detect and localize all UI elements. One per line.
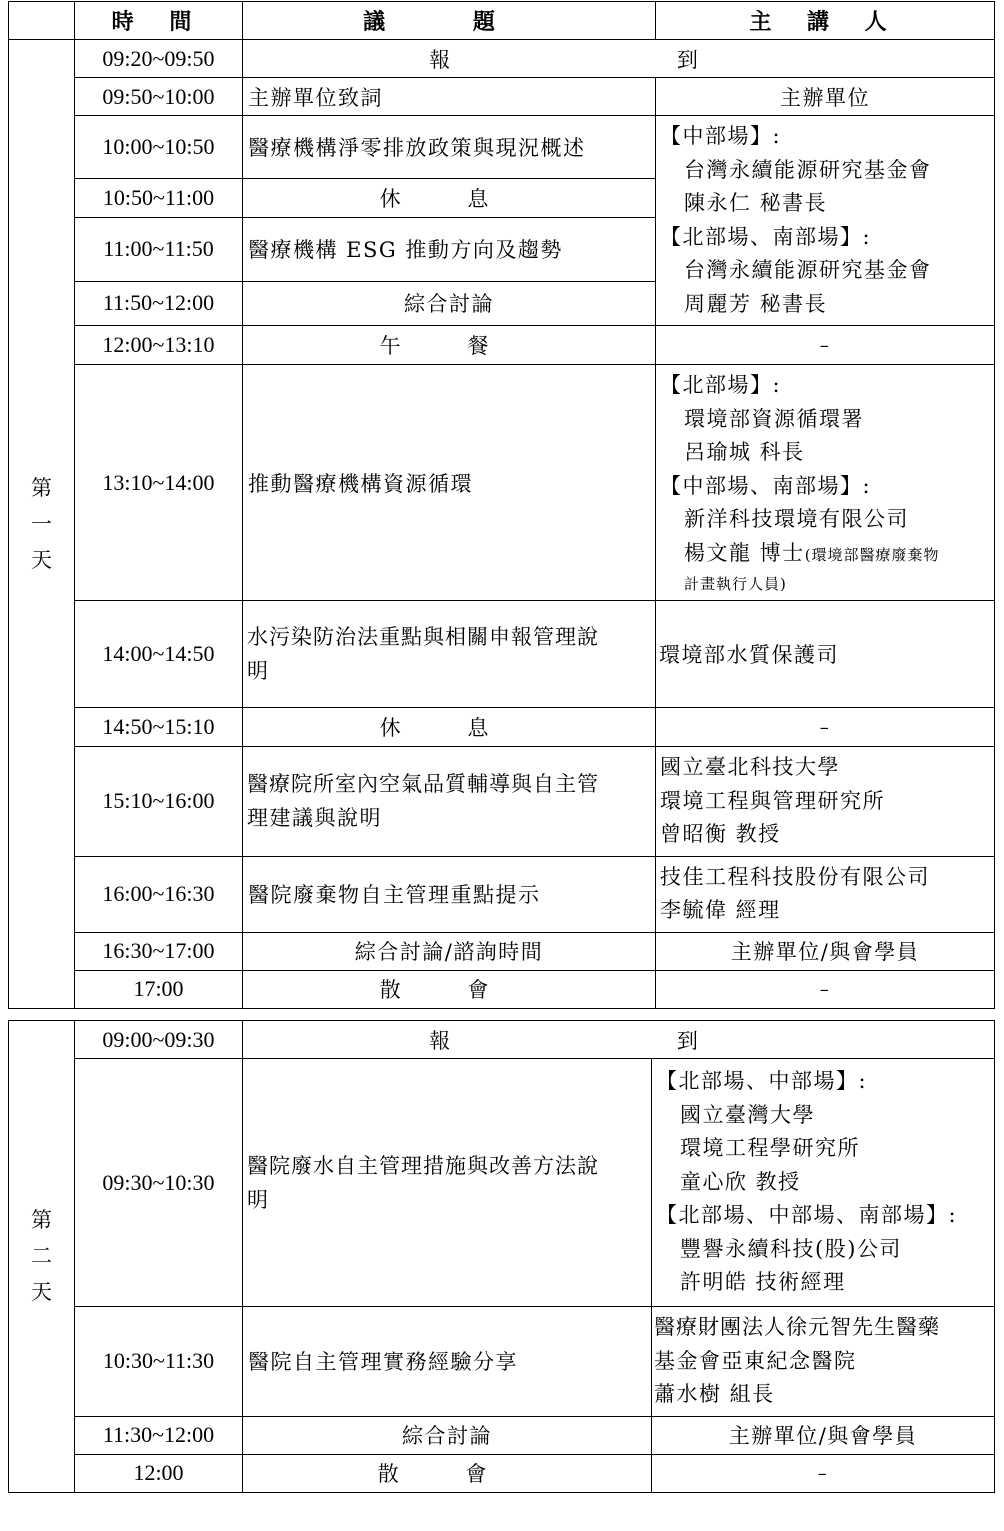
day2-label	[9, 1021, 75, 1493]
speaker-cell	[656, 116, 995, 326]
time-cell: 16:00~16:30	[75, 856, 243, 932]
speaker-cell: 主辦單位/與會學員	[656, 932, 995, 970]
speaker-line: 台灣永續能源研究基金會	[684, 157, 932, 182]
speaker-line: 【北部場】:	[660, 373, 782, 397]
speaker-note: 計畫執行人員)	[684, 575, 787, 593]
speaker-cell	[656, 747, 995, 857]
header-speaker: 主 講 人	[656, 2, 995, 40]
topic-cell	[243, 601, 656, 708]
table-row	[9, 708, 995, 747]
header-time: 時 間	[75, 2, 243, 40]
speaker-line: 醫療財團法人徐元智先生醫藥	[654, 1315, 940, 1339]
speaker-line: 陳永仁 秘書長	[684, 191, 828, 215]
topic-line: 理建議與說明	[247, 806, 382, 831]
time-cell: 10:00~10:50	[75, 116, 243, 179]
time-cell: 09:50~10:00	[75, 78, 243, 116]
speaker-line: 【北部場、中部場、南部場】:	[656, 1203, 958, 1228]
speaker-cell	[656, 365, 995, 601]
day2-label-char: 第	[31, 1208, 52, 1233]
time-cell: 11:30~12:00	[75, 1416, 243, 1454]
speaker-line: 周麗芳 秘書長	[684, 291, 828, 316]
day1-agenda-table	[8, 1, 995, 1009]
day1-label	[9, 40, 75, 1009]
speaker-cell: –	[656, 970, 995, 1008]
table-row	[9, 365, 995, 601]
time-cell: 12:00	[75, 1454, 243, 1492]
day1-label-char: 第	[31, 475, 52, 500]
time-cell: 13:10~14:00	[75, 365, 243, 601]
topic-cell: 散 會	[243, 1454, 652, 1492]
table-row	[9, 1454, 995, 1492]
speaker-cell: 主辦單位/與會學員	[652, 1416, 995, 1454]
topic-line: 醫療院所室內空氣品質輔導與自主管	[247, 772, 599, 797]
topic-cell: 醫院自主管理實務經驗分享	[243, 1307, 652, 1417]
speaker-line: 【北部場、南部場】:	[660, 224, 872, 249]
speaker-cell	[652, 1059, 995, 1307]
speaker-line: 李毓偉 經理	[660, 898, 781, 922]
time-cell: 10:50~11:00	[75, 178, 243, 217]
speaker-line: 國立臺北科技大學	[660, 755, 840, 779]
table-row	[9, 932, 995, 970]
table-row	[9, 1416, 995, 1454]
topic-cell: 休 息	[243, 178, 656, 217]
speaker-line: 童心欣 教授	[680, 1169, 801, 1194]
time-cell: 15:10~16:00	[75, 747, 243, 857]
topic-cell: 綜合討論	[243, 1416, 652, 1454]
topic-cell: 綜合討論	[243, 281, 656, 325]
day2-agenda-table	[8, 1020, 995, 1493]
speaker-line: 台灣永續能源研究基金會	[684, 258, 932, 282]
table-row	[9, 601, 995, 708]
checkin-cell: 報 到	[243, 40, 995, 78]
topic-line: 明	[247, 659, 270, 683]
day2-label-char: 天	[31, 1280, 52, 1305]
table-row	[9, 326, 995, 365]
speaker-cell: 主辦單位	[656, 78, 995, 116]
checkin-cell: 報 到	[243, 1021, 995, 1059]
speaker-line: 環境工程學研究所	[680, 1136, 860, 1161]
topic-cell: 休 息	[243, 708, 656, 747]
topic-cell: 綜合討論/諮詢時間	[243, 932, 656, 970]
speaker-line: 基金會亞東紀念醫院	[654, 1348, 857, 1373]
speaker-cell: –	[652, 1454, 995, 1492]
topic-cell: 主辦單位致詞	[243, 78, 656, 116]
header-blank-cell	[9, 2, 75, 40]
topic-cell: 醫療機構淨零排放政策與現況概述	[243, 116, 656, 179]
speaker-line: 國立臺灣大學	[680, 1102, 815, 1127]
topic-cell: 醫院廢棄物自主管理重點提示	[243, 856, 656, 932]
time-cell: 10:30~11:30	[75, 1307, 243, 1417]
time-cell: 16:30~17:00	[75, 932, 243, 970]
table-row	[9, 78, 995, 116]
topic-cell: 午 餐	[243, 326, 656, 365]
time-cell: 09:00~09:30	[75, 1021, 243, 1059]
time-cell: 11:00~11:50	[75, 217, 243, 281]
speaker-line: 蕭水樹 組長	[654, 1382, 775, 1406]
speaker-cell	[652, 1307, 995, 1417]
table-row	[9, 1021, 995, 1059]
speaker-line: 【中部場、南部場】:	[660, 473, 872, 498]
topic-line: 醫院廢水自主管理措施與改善方法說	[247, 1153, 599, 1178]
table-row	[9, 116, 995, 179]
speaker-note: (環境部醫療廢棄物	[804, 545, 940, 564]
speaker-line: 豐譽永續科技(股)公司	[680, 1236, 902, 1261]
time-cell: 17:00	[75, 970, 243, 1008]
speaker-cell	[656, 856, 995, 932]
table-row	[9, 747, 995, 857]
speaker-line: 許明皓 技術經理	[680, 1270, 846, 1295]
time-cell: 14:50~15:10	[75, 708, 243, 747]
day2-label-char: 二	[31, 1244, 52, 1269]
speaker-line: 【中部場】:	[660, 124, 782, 148]
speaker-line: 【北部場、中部場】:	[656, 1069, 868, 1094]
speaker-line: 曾昭衡 教授	[660, 822, 781, 846]
topic-cell: 推動醫療機構資源循環	[243, 365, 656, 601]
speaker-line: 新洋科技環境有限公司	[684, 507, 909, 531]
speaker-line: 技佳工程科技股份有限公司	[660, 864, 930, 889]
table-row	[9, 856, 995, 932]
table-header-row	[9, 2, 995, 40]
time-cell: 11:50~12:00	[75, 281, 243, 325]
speaker-line: 環境工程與管理研究所	[660, 788, 885, 813]
table-row	[9, 970, 995, 1008]
topic-line: 明	[247, 1187, 270, 1212]
day1-label-char: 一	[31, 511, 52, 536]
table-row	[9, 40, 995, 78]
speaker-cell: –	[656, 708, 995, 747]
speaker-cell: 環境部水質保護司	[656, 601, 995, 708]
speaker-name: 楊文龍 博士	[684, 540, 805, 565]
topic-cell: 醫療機構 ESG 推動方向及趨勢	[243, 217, 656, 281]
time-cell: 09:20~09:50	[75, 40, 243, 78]
time-cell: 12:00~13:10	[75, 326, 243, 365]
speaker-line: 呂瑜城 科長	[684, 440, 805, 464]
speaker-line: 環境部資源循環署	[684, 406, 864, 431]
table-row	[9, 1307, 995, 1417]
table-row	[9, 1059, 995, 1307]
speaker-cell: –	[656, 326, 995, 365]
day1-label-char: 天	[31, 547, 52, 572]
speaker-line	[660, 537, 990, 573]
time-cell: 09:30~10:30	[75, 1059, 243, 1307]
time-cell: 14:00~14:50	[75, 601, 243, 708]
topic-cell: 散 會	[243, 970, 656, 1008]
topic-line: 水污染防治法重點與相關申報管理說	[247, 625, 599, 649]
header-topic: 議 題	[243, 2, 656, 40]
topic-cell	[243, 747, 656, 857]
topic-cell	[243, 1059, 652, 1307]
